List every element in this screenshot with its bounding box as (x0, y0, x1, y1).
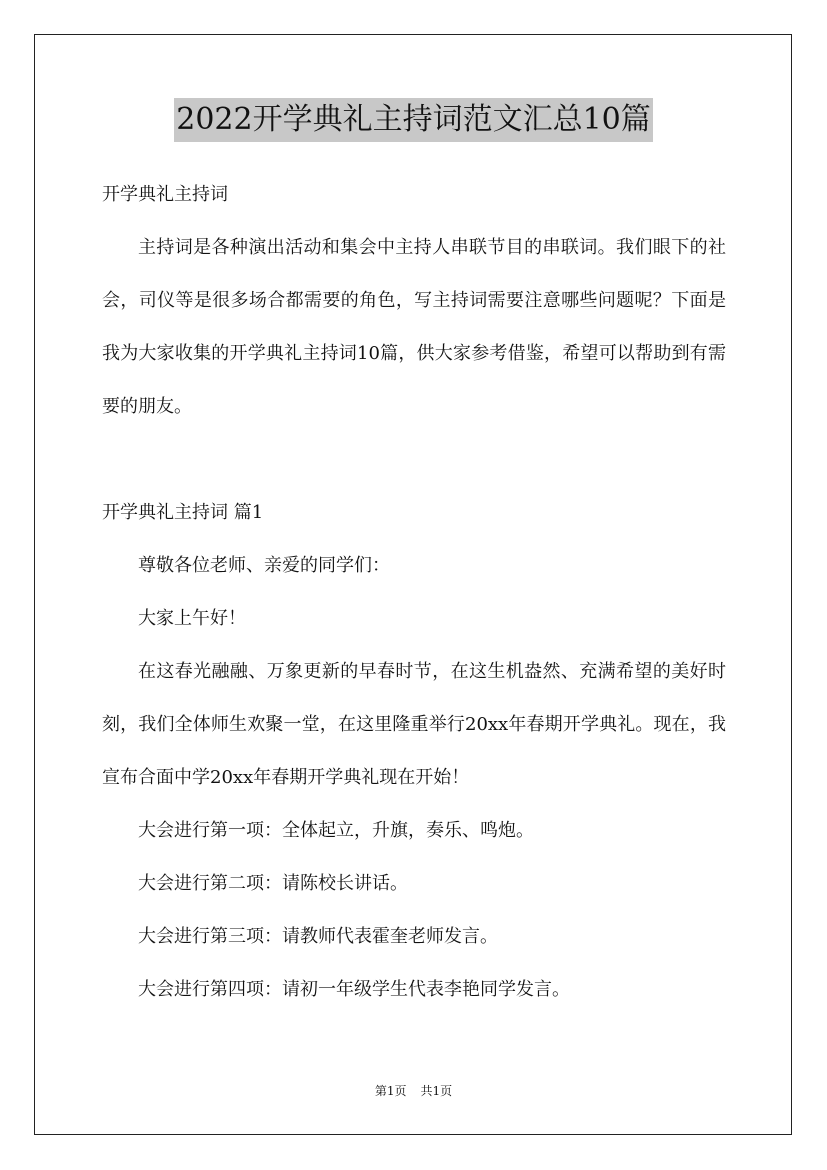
document-body (102, 168, 726, 1016)
section-heading: 开学典礼主持词 (102, 184, 228, 205)
opening-paragraph: 在这春光融融、万象更新的早春时节，在这生机盎然、充满希望的美好时刻，我们全体师生欢聚一堂，在这里隆重举行20xx年春期开学典礼。现在，我宣布合面中学20xx年春期开学典礼现在开始！ (102, 661, 726, 788)
agenda-item-3: 大会进行第三项：请教师代表霍奎老师发言。 (138, 926, 498, 947)
page-number-total: 共1页 (420, 1084, 453, 1098)
intro-paragraph: 主持词是各种演出活动和集会中主持人串联节目的串联词。我们眼下的社会，司仪等是很多场合都需要的角色，写主持词需要注意哪些问题呢？下面是我为大家收集的开学典礼主持词10篇，供大家参考借鉴，希望可以帮助到有需要的朋友。 (102, 237, 726, 417)
part-heading: 开学典礼主持词 篇1 (102, 502, 264, 523)
paragraph-gap (102, 433, 726, 486)
agenda-item-2: 大会进行第二项：请陈校长讲话。 (138, 873, 408, 894)
title-container (0, 98, 827, 142)
agenda-item-1: 大会进行第一项：全体起立，升旗，奏乐、鸣炮。 (138, 820, 534, 841)
salutation-paragraph: 尊敬各位老师、亲爱的同学们： (138, 555, 390, 576)
page-footer (0, 1082, 827, 1100)
agenda-item-4: 大会进行第四项：请初一年级学生代表李艳同学发言。 (138, 979, 570, 1000)
document-title: 2022开学典礼主持词范文汇总10篇 (174, 98, 653, 142)
page-number-current: 第1页 (374, 1084, 407, 1098)
greeting-paragraph: 大家上午好！ (138, 608, 246, 629)
